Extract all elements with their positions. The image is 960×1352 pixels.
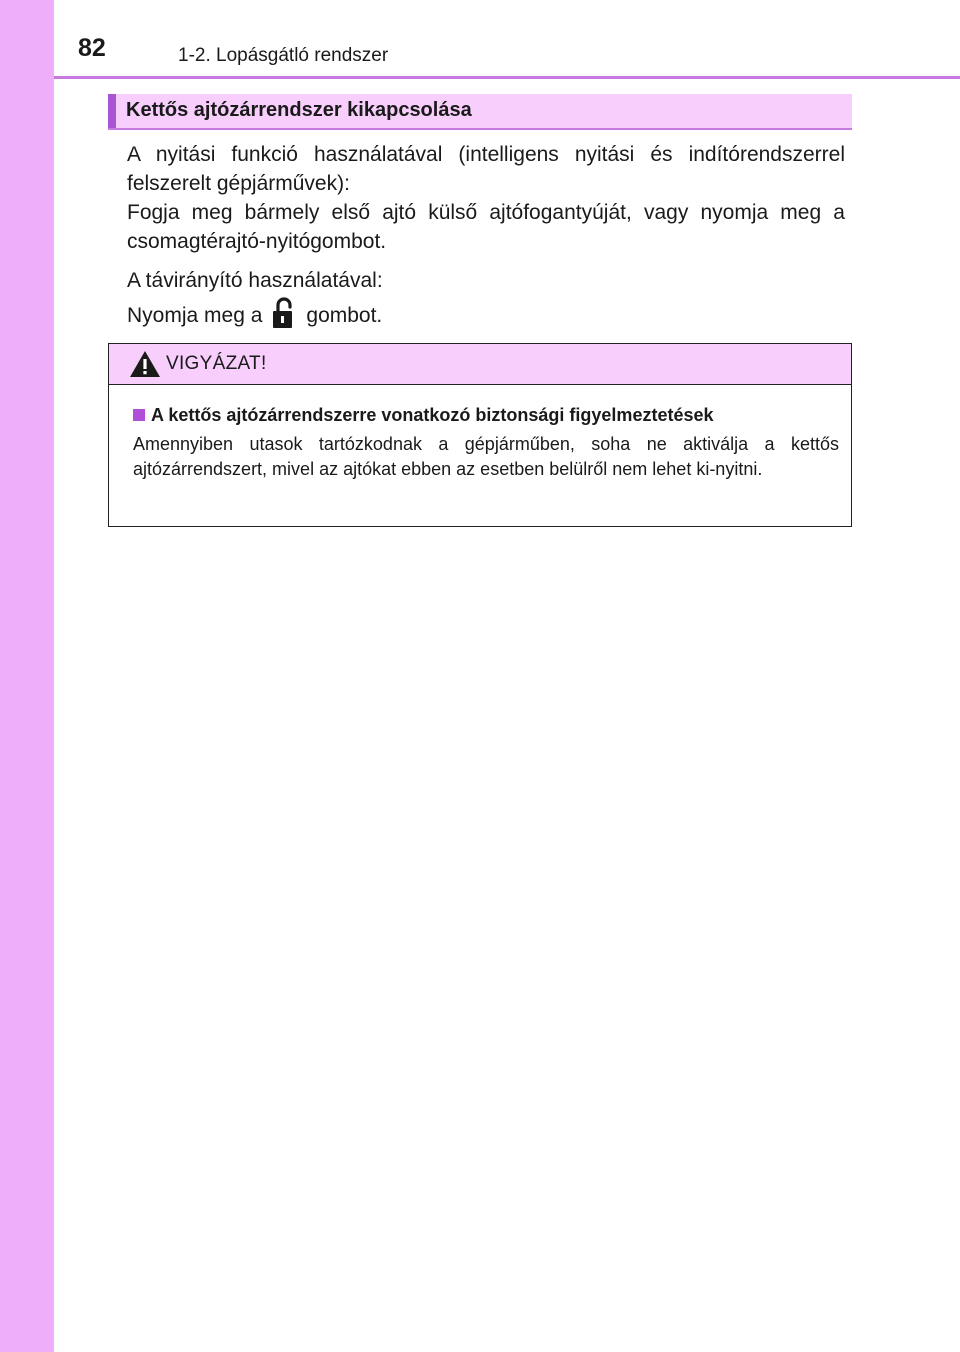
paragraph-door-handle: Fogja meg bármely első ajtó külső ajtófogantyúját, vagy nyomja meg a csomagtérajtó-nyitógombot. [127, 201, 845, 253]
caution-box [108, 343, 852, 527]
caution-label: VIGYÁZAT! [166, 353, 267, 374]
section-heading [108, 94, 852, 130]
paragraph-smart-entry: A nyitási funkció használatával (intelligens nyitási és indítórendszerrel felszerelt gépjárművek): [127, 143, 845, 195]
paragraph-press-button [127, 296, 845, 338]
side-color-band [0, 0, 54, 1352]
page-number: 82 [78, 34, 106, 62]
caution-header [109, 344, 851, 385]
section-path: 1-2. Lopásgátló rendszer [178, 45, 389, 66]
press-text-after: gombot. [306, 304, 383, 327]
section-title: Kettős ajtózárrendszer kikapcsolása [126, 99, 472, 121]
caution-text: Amennyiben utasok tartózkodnak a gépjárműben, soha ne aktiválja a kettős ajtózárrendszert, mivel az ajtókat ebben az esetben belülről nem lehet ki-nyitni. [133, 434, 839, 479]
section-heading-bar [108, 94, 116, 128]
caution-item-title [133, 405, 714, 426]
unlock-icon [272, 296, 296, 338]
header-rule [54, 76, 960, 79]
warning-triangle-icon [129, 350, 161, 383]
caution-item-title-text: A kettős ajtózárrendszerre vonatkozó biztonsági figyelmeztetések [151, 405, 714, 425]
paragraph-remote: A távirányító használatával: [127, 269, 383, 292]
bullet-square-icon [133, 409, 145, 421]
press-text-before: Nyomja meg a [127, 304, 263, 327]
